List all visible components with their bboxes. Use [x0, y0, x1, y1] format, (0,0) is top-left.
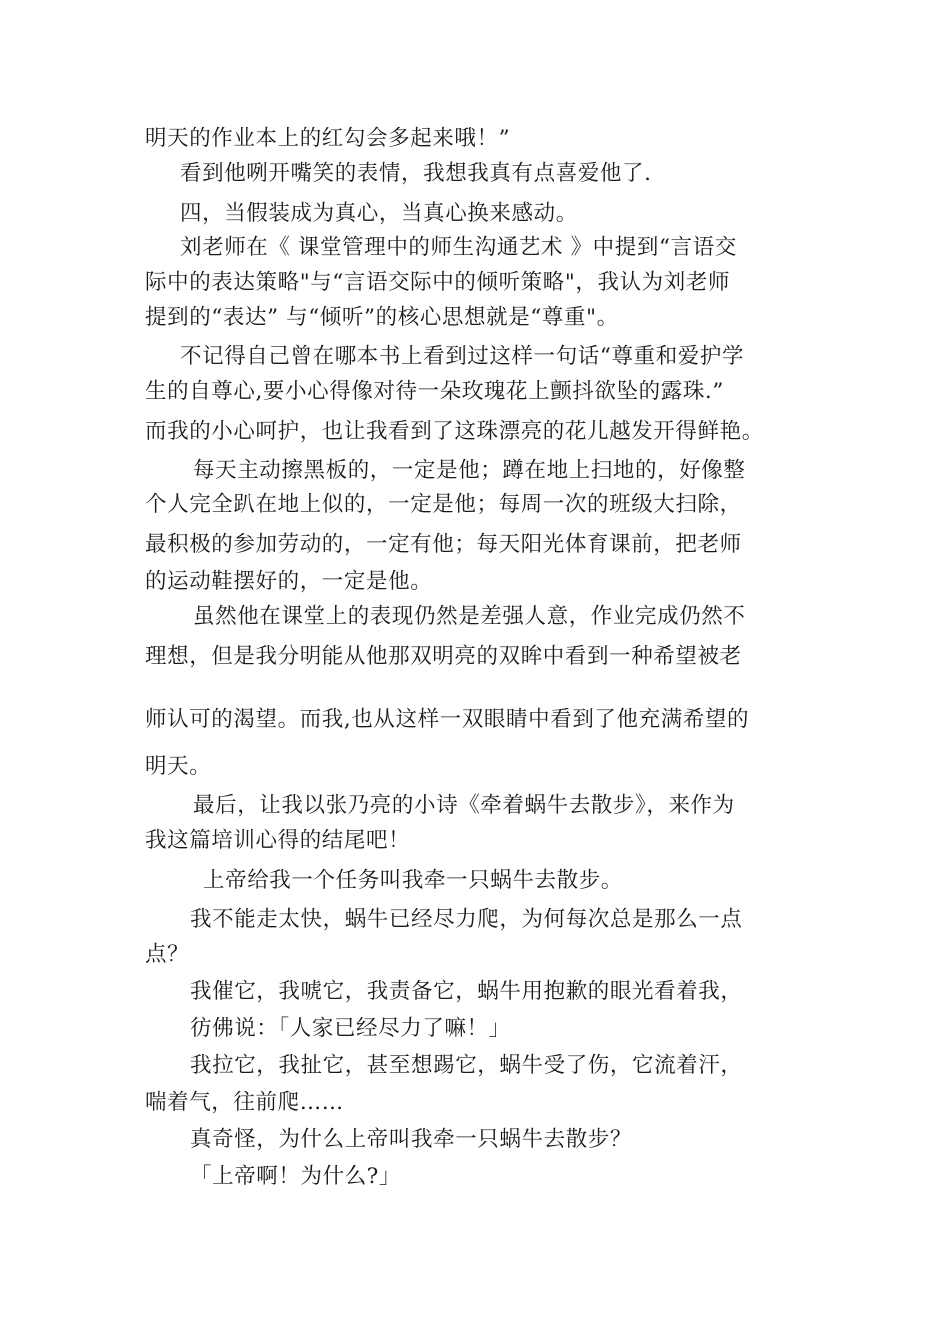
text-line: 彷佛说：「人家已经尽力了嘛！」 [190, 1016, 511, 1041]
text-line: 最积极的参加劳动的，一定有他；每天阳光体育课前，把老师 [145, 532, 742, 557]
text-line: 刘老师在《 课堂管理中的师生沟通艺术 》中提到“言语交 [180, 235, 737, 260]
text-line: 师认可的渴望。而我,也从这样一双眼睛中看到了他充满希望的 [145, 707, 750, 732]
text-line: 「上帝啊！为什么?」 [190, 1164, 402, 1189]
text-line: 看到他咧开嘴笑的表情，我想我真有点喜爱他了. [180, 161, 652, 186]
text-line: 个人完全趴在地上似的，一定是他；每周一次的班级大扫除， [145, 492, 742, 517]
text-line: 最后，让我以张乃亮的小诗《牵着蜗牛去散步》，来作为 [193, 793, 735, 818]
text-line: 四，当假装成为真心，当真心换来感动。 [180, 201, 578, 226]
text-line: 明天。 [145, 754, 212, 779]
text-line: 我不能走太快，蜗牛已经尽力爬，为何每次总是那么一点 [190, 907, 743, 932]
text-line: 上帝给我一个任务叫我牵一只蜗牛去散步。 [203, 868, 623, 893]
text-line: 我这篇培训心得的结尾吧！ [145, 828, 411, 853]
text-line: 喘着气，往前爬…… [145, 1090, 344, 1115]
text-line: 点？ [145, 942, 190, 967]
text-line: 的运动鞋摆好的，一定是他。 [145, 569, 433, 594]
text-line: 我催它，我唬它，我责备它，蜗牛用抱歉的眼光看着我， [190, 979, 743, 1004]
text-line: 真奇怪，为什么上帝叫我牵一只蜗牛去散步？ [190, 1127, 633, 1152]
text-line: 不记得自己曾在哪本书上看到过这样一句话“尊重和爱护学 [180, 344, 745, 369]
text-line: 理想，但是我分明能从他那双明亮的双眸中看到一种希望被老 [145, 644, 742, 669]
text-line: 明天的作业本上的红勾会多起来哦！” [145, 126, 511, 151]
text-line: 我拉它，我扯它，甚至想踢它，蜗牛受了伤，它流着汗， [190, 1053, 743, 1078]
text-line: 际中的表达策略"与“言语交际中的倾听策略"，我认为刘老师 [145, 270, 731, 295]
text-line: 提到的“表达” 与“倾听”的核心思想就是“尊重"。 [145, 305, 619, 330]
text-line: 而我的小心呵护，也让我看到了这珠漂亮的花儿越发开得鲜艳。 [145, 419, 764, 444]
text-line: 每天主动擦黑板的，一定是他；蹲在地上扫地的，好像整 [193, 458, 746, 483]
text-line: 虽然他在课堂上的表现仍然是差强人意，作业完成仍然不 [193, 604, 746, 629]
text-line: 生的自尊心,要小心得像对待一朵玫瑰花上颤抖欲坠的露珠.” [145, 379, 724, 404]
